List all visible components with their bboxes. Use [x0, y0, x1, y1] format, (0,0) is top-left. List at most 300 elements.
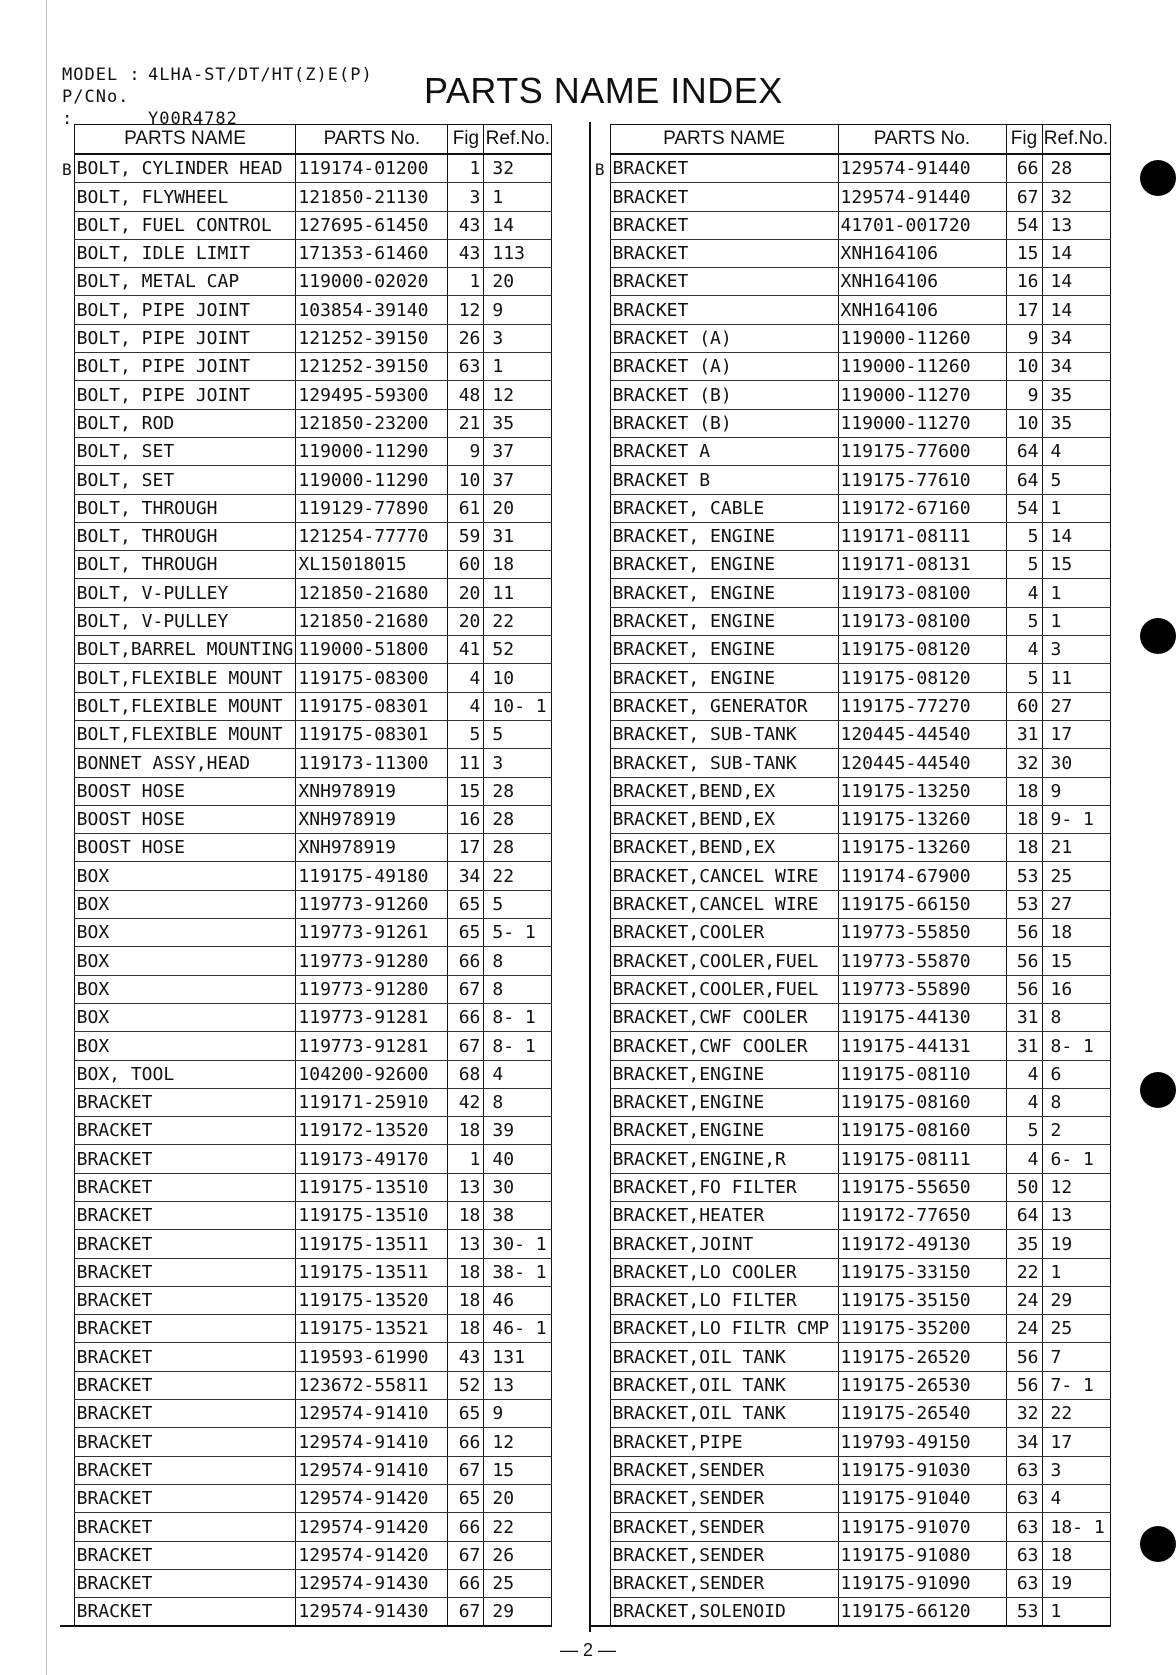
table-row — [590, 1484, 1110, 1512]
part-name: BRACKET, ENGINE — [610, 551, 838, 579]
fig-number: 53 — [1006, 890, 1042, 918]
fig-number: 61 — [448, 494, 484, 522]
section-letter — [590, 720, 610, 748]
part-name: BRACKET — [74, 1400, 296, 1428]
table-header-row — [590, 125, 1110, 155]
fig-number: 31 — [1006, 1003, 1042, 1031]
part-number: 121252-39150 — [296, 353, 448, 381]
part-number: 119172-49130 — [838, 1230, 1006, 1258]
table-row — [590, 1456, 1110, 1484]
ref-number: 40 — [484, 1145, 552, 1173]
fig-number: 5 — [448, 720, 484, 748]
ref-number: 17 — [1042, 720, 1110, 748]
part-name: BRACKET — [74, 1145, 296, 1173]
part-name: BRACKET — [74, 1569, 296, 1597]
table-row — [590, 1088, 1110, 1116]
table-row — [590, 692, 1110, 720]
fig-number: 66 — [448, 1513, 484, 1541]
fig-number: 18 — [448, 1315, 484, 1343]
part-name: BRACKET,FO FILTER — [610, 1173, 838, 1201]
section-letter — [60, 1145, 74, 1173]
ref-number: 5 — [484, 720, 552, 748]
part-number: 119793-49150 — [838, 1428, 1006, 1456]
model-value: 4LHA-ST/DT/HT(Z)E(P) — [148, 65, 373, 85]
ref-number: 34 — [1042, 324, 1110, 352]
section-letter — [590, 1513, 610, 1541]
ref-number: 39 — [484, 1117, 552, 1145]
fig-number: 32 — [1006, 749, 1042, 777]
section-letter — [590, 1032, 610, 1060]
part-name: BRACKET — [74, 1541, 296, 1569]
section-letter — [590, 636, 610, 664]
part-name: BOOST HOSE — [74, 834, 296, 862]
section-letter — [590, 975, 610, 1003]
binding-margin-line — [46, 0, 47, 1675]
table-header-row — [60, 125, 552, 155]
part-number: 119175-13260 — [838, 805, 1006, 833]
ref-number: 20 — [484, 494, 552, 522]
part-number: 119000-11290 — [296, 466, 448, 494]
part-number: 119175-26520 — [838, 1343, 1006, 1371]
table-row — [590, 437, 1110, 465]
table-row — [590, 522, 1110, 550]
table-row — [60, 890, 552, 918]
fig-number: 26 — [448, 324, 484, 352]
table-row — [60, 607, 552, 635]
section-letter — [590, 947, 610, 975]
ref-number: 7 — [1042, 1343, 1110, 1371]
part-number: 121254-77770 — [296, 522, 448, 550]
fig-number: 4 — [1006, 1145, 1042, 1173]
parts-table-left — [60, 124, 552, 1627]
table-row — [60, 1117, 552, 1145]
fig-number: 20 — [448, 607, 484, 635]
col-parts-name: PARTS NAME — [74, 125, 296, 155]
table-row — [590, 409, 1110, 437]
fig-number: 13 — [448, 1173, 484, 1201]
part-name: BRACKET,ENGINE — [610, 1117, 838, 1145]
part-number: XNH164106 — [838, 296, 1006, 324]
part-number: 121252-39150 — [296, 324, 448, 352]
part-number: XNH164106 — [838, 268, 1006, 296]
fig-number: 5 — [1006, 607, 1042, 635]
table-row — [60, 1343, 552, 1371]
table-row — [590, 183, 1110, 211]
ref-number: 15 — [484, 1456, 552, 1484]
part-number: 119175-66150 — [838, 890, 1006, 918]
section-letter — [60, 636, 74, 664]
fig-number: 67 — [1006, 183, 1042, 211]
section-letter — [60, 1513, 74, 1541]
fig-number: 12 — [448, 296, 484, 324]
fig-number: 11 — [448, 749, 484, 777]
table-row — [60, 1598, 552, 1627]
fig-number: 18 — [448, 1286, 484, 1314]
section-letter — [590, 1315, 610, 1343]
part-name: BOLT, THROUGH — [74, 522, 296, 550]
part-number: 119593-61990 — [296, 1343, 448, 1371]
section-letter — [60, 975, 74, 1003]
table-row — [60, 862, 552, 890]
table-row — [60, 834, 552, 862]
ref-number: 37 — [484, 437, 552, 465]
fig-number: 10 — [1006, 353, 1042, 381]
table-row — [60, 1201, 552, 1229]
fig-number: 5 — [1006, 551, 1042, 579]
fig-number: 63 — [1006, 1541, 1042, 1569]
part-name: BRACKET, CABLE — [610, 494, 838, 522]
section-letter — [60, 1371, 74, 1399]
ref-number: 27 — [1042, 890, 1110, 918]
section-letter — [590, 579, 610, 607]
part-name: BRACKET,SENDER — [610, 1569, 838, 1597]
part-number: 119172-67160 — [838, 494, 1006, 522]
table-row — [60, 1484, 552, 1512]
ref-number: 2 — [1042, 1117, 1110, 1145]
part-name: BRACKET,SENDER — [610, 1513, 838, 1541]
part-number: 171353-61460 — [296, 239, 448, 267]
part-name: BOLT,FLEXIBLE MOUNT — [74, 664, 296, 692]
part-number: 119175-08160 — [838, 1088, 1006, 1116]
part-name: BRACKET,COOLER — [610, 919, 838, 947]
section-letter — [590, 551, 610, 579]
section-letter — [590, 466, 610, 494]
section-letter — [590, 1201, 610, 1229]
section-letter — [590, 1456, 610, 1484]
part-name: BRACKET — [74, 1598, 296, 1627]
ref-number: 11 — [484, 579, 552, 607]
part-number: 119773-91280 — [296, 947, 448, 975]
part-number: 129574-91420 — [296, 1541, 448, 1569]
table-row — [60, 1400, 552, 1428]
ref-number: 9 — [484, 296, 552, 324]
part-name: BOLT, SET — [74, 466, 296, 494]
fig-number: 68 — [448, 1060, 484, 1088]
fig-number: 20 — [448, 579, 484, 607]
ref-number: 14 — [1042, 296, 1110, 324]
table-row — [590, 381, 1110, 409]
part-name: BOLT, PIPE JOINT — [74, 296, 296, 324]
ref-number: 22 — [484, 1513, 552, 1541]
ref-number: 26 — [484, 1541, 552, 1569]
part-number: 119173-11300 — [296, 749, 448, 777]
ref-number: 9 — [484, 1400, 552, 1428]
table-row — [590, 579, 1110, 607]
part-name: BRACKET — [74, 1258, 296, 1286]
part-name: BRACKET,SOLENOID — [610, 1598, 838, 1627]
table-row — [60, 1145, 552, 1173]
section-letter — [60, 1541, 74, 1569]
part-name: BOLT, CYLINDER HEAD — [74, 154, 296, 183]
fig-number: 56 — [1006, 975, 1042, 1003]
table-row — [590, 466, 1110, 494]
table-row — [60, 975, 552, 1003]
section-letter — [60, 777, 74, 805]
table-row — [590, 268, 1110, 296]
fig-number: 66 — [448, 947, 484, 975]
part-name: BRACKET,CANCEL WIRE — [610, 890, 838, 918]
fig-number: 17 — [448, 834, 484, 862]
part-number: 119175-08301 — [296, 692, 448, 720]
ref-number: 28 — [1042, 154, 1110, 183]
ref-number: 1 — [1042, 1258, 1110, 1286]
part-number: 119175-77270 — [838, 692, 1006, 720]
fig-number: 4 — [1006, 636, 1042, 664]
part-name: BRACKET,SENDER — [610, 1456, 838, 1484]
section-letter — [60, 466, 74, 494]
table-row — [590, 1258, 1110, 1286]
part-name: BRACKET,PIPE — [610, 1428, 838, 1456]
part-name: BOX — [74, 947, 296, 975]
ref-number: 113 — [484, 239, 552, 267]
table-row — [590, 805, 1110, 833]
section-letter — [60, 1201, 74, 1229]
fig-number: 9 — [1006, 381, 1042, 409]
part-name: BRACKET,LO COOLER — [610, 1258, 838, 1286]
part-number: 119171-08111 — [838, 522, 1006, 550]
section-letter — [590, 1258, 610, 1286]
fig-number: 4 — [448, 664, 484, 692]
table-row — [60, 437, 552, 465]
part-number: 129574-91430 — [296, 1598, 448, 1627]
ref-number: 22 — [1042, 1400, 1110, 1428]
section-letter — [590, 607, 610, 635]
table-row — [590, 324, 1110, 352]
part-number: 119174-67900 — [838, 862, 1006, 890]
part-name: BRACKET,HEATER — [610, 1201, 838, 1229]
table-row — [60, 1541, 552, 1569]
section-letter — [590, 522, 610, 550]
section-mark-header — [590, 125, 610, 155]
ref-number: 13 — [484, 1371, 552, 1399]
part-name: BRACKET — [610, 268, 838, 296]
part-name: BRACKET — [74, 1484, 296, 1512]
section-letter — [60, 1258, 74, 1286]
part-number: 119175-77610 — [838, 466, 1006, 494]
section-letter — [590, 1003, 610, 1031]
table-row — [590, 890, 1110, 918]
section-letter — [60, 919, 74, 947]
part-name: BOLT, METAL CAP — [74, 268, 296, 296]
binder-hole — [1140, 1526, 1176, 1562]
part-number: 119175-08301 — [296, 720, 448, 748]
parts-table-right — [590, 124, 1111, 1627]
section-letter — [60, 1117, 74, 1145]
part-number: 129574-91410 — [296, 1428, 448, 1456]
section-letter — [60, 1286, 74, 1314]
part-name: BRACKET,LO FILTR CMP — [610, 1315, 838, 1343]
part-name: BRACKET, SUB-TANK — [610, 720, 838, 748]
fig-number: 24 — [1006, 1286, 1042, 1314]
ref-number: 35 — [484, 409, 552, 437]
part-name: BOLT,FLEXIBLE MOUNT — [74, 720, 296, 748]
ref-number: 25 — [484, 1569, 552, 1597]
ref-number: 22 — [484, 607, 552, 635]
col-parts-no: PARTS No. — [296, 125, 448, 155]
part-name: BRACKET — [74, 1286, 296, 1314]
fig-number: 52 — [448, 1371, 484, 1399]
section-letter — [60, 239, 74, 267]
table-row — [590, 1117, 1110, 1145]
table-row — [590, 296, 1110, 324]
fig-number: 4 — [1006, 579, 1042, 607]
ref-number: 8 — [484, 975, 552, 1003]
part-name: BOLT, FLYWHEEL — [74, 183, 296, 211]
fig-number: 67 — [448, 1598, 484, 1627]
part-name: BRACKET (B) — [610, 381, 838, 409]
section-letter — [590, 834, 610, 862]
ref-number: 1 — [1042, 607, 1110, 635]
ref-number: 20 — [484, 1484, 552, 1512]
table-row — [590, 1428, 1110, 1456]
part-number: 119000-11260 — [838, 353, 1006, 381]
ref-number: 12 — [484, 381, 552, 409]
section-letter — [60, 1088, 74, 1116]
part-number: 129574-91410 — [296, 1400, 448, 1428]
table-row — [60, 324, 552, 352]
table-row — [60, 749, 552, 777]
section-letter — [60, 579, 74, 607]
fig-number: 18 — [448, 1201, 484, 1229]
table-row — [60, 522, 552, 550]
table-row — [60, 1088, 552, 1116]
table-row — [60, 692, 552, 720]
section-letter — [60, 353, 74, 381]
section-letter — [60, 1230, 74, 1258]
ref-number: 27 — [1042, 692, 1110, 720]
table-row — [590, 947, 1110, 975]
part-number: 129495-59300 — [296, 381, 448, 409]
fig-number: 63 — [1006, 1513, 1042, 1541]
section-letter — [590, 494, 610, 522]
section-letter — [60, 494, 74, 522]
table-row — [60, 551, 552, 579]
fig-number: 41 — [448, 636, 484, 664]
table-row — [60, 1258, 552, 1286]
section-letter — [60, 1569, 74, 1597]
fig-number: 63 — [1006, 1569, 1042, 1597]
table-row — [590, 975, 1110, 1003]
part-number: 119175-91070 — [838, 1513, 1006, 1541]
table-row — [60, 1513, 552, 1541]
table-row — [590, 1541, 1110, 1569]
part-number: 119773-55850 — [838, 919, 1006, 947]
table-row — [60, 579, 552, 607]
section-letter — [590, 1428, 610, 1456]
ref-number: 12 — [484, 1428, 552, 1456]
ref-number: 30 — [484, 1173, 552, 1201]
part-number: 119773-91281 — [296, 1032, 448, 1060]
ref-number: 5 — [484, 890, 552, 918]
part-name: BRACKET — [74, 1315, 296, 1343]
fig-number: 48 — [448, 381, 484, 409]
part-number: 119172-13520 — [296, 1117, 448, 1145]
section-letter — [60, 522, 74, 550]
table-row — [590, 919, 1110, 947]
part-name: BRACKET,OIL TANK — [610, 1371, 838, 1399]
fig-number: 66 — [448, 1569, 484, 1597]
part-number: 119175-26530 — [838, 1371, 1006, 1399]
section-letter — [60, 211, 74, 239]
part-name: BRACKET,ENGINE,R — [610, 1145, 838, 1173]
table-row — [60, 1173, 552, 1201]
section-mark-header — [60, 125, 74, 155]
fig-number: 5 — [1006, 664, 1042, 692]
table-row — [590, 1315, 1110, 1343]
part-name: BRACKET,COOLER,FUEL — [610, 947, 838, 975]
section-letter — [60, 1315, 74, 1343]
table-row — [590, 1173, 1110, 1201]
fig-number: 63 — [448, 353, 484, 381]
fig-number: 16 — [1006, 268, 1042, 296]
part-number: 119175-91040 — [838, 1484, 1006, 1512]
table-row — [60, 720, 552, 748]
section-letter — [60, 890, 74, 918]
section-letter — [60, 805, 74, 833]
part-number: 119129-77890 — [296, 494, 448, 522]
fig-number: 16 — [448, 805, 484, 833]
part-number: 119175-91030 — [838, 1456, 1006, 1484]
ref-number: 37 — [484, 466, 552, 494]
part-number: 119175-13511 — [296, 1230, 448, 1258]
part-name: BOLT, ROD — [74, 409, 296, 437]
part-name: BRACKET (A) — [610, 353, 838, 381]
section-letter — [590, 1598, 610, 1627]
part-name: BRACKET (B) — [610, 409, 838, 437]
part-name: BOLT, THROUGH — [74, 551, 296, 579]
fig-number: 31 — [1006, 720, 1042, 748]
part-name: BRACKET — [610, 183, 838, 211]
ref-number: 28 — [484, 805, 552, 833]
section-letter — [590, 1060, 610, 1088]
section-letter — [60, 834, 74, 862]
fig-number: 5 — [1006, 1117, 1042, 1145]
part-number: 119000-11270 — [838, 409, 1006, 437]
fig-number: 54 — [1006, 494, 1042, 522]
fig-number: 34 — [448, 862, 484, 890]
table-row — [60, 1456, 552, 1484]
section-letter: B — [62, 159, 72, 179]
section-letter — [590, 1173, 610, 1201]
fig-number: 56 — [1006, 919, 1042, 947]
part-name: BRACKET,SENDER — [610, 1541, 838, 1569]
ref-number: 4 — [1042, 1484, 1110, 1512]
fig-number: 31 — [1006, 1032, 1042, 1060]
parts-table-right-body — [590, 154, 1110, 1626]
table-row — [590, 1145, 1110, 1173]
section-letter — [60, 437, 74, 465]
ref-number: 14 — [1042, 522, 1110, 550]
col-fig: Fig — [1006, 125, 1042, 155]
part-number: 119175-08300 — [296, 664, 448, 692]
part-name: BRACKET,OIL TANK — [610, 1400, 838, 1428]
table-row — [60, 211, 552, 239]
parts-table-left-body — [60, 154, 552, 1626]
part-number: 119175-08160 — [838, 1117, 1006, 1145]
fig-number: 1 — [448, 1145, 484, 1173]
ref-number: 7- 1 — [1042, 1371, 1110, 1399]
part-name: BOLT, THROUGH — [74, 494, 296, 522]
ref-number: 10- 1 — [484, 692, 552, 720]
section-letter — [60, 1343, 74, 1371]
section-letter — [60, 1060, 74, 1088]
part-name: BOLT, V-PULLEY — [74, 579, 296, 607]
section-letter — [590, 1145, 610, 1173]
section-letter — [590, 353, 610, 381]
table-row — [60, 154, 552, 183]
part-number: 119175-13511 — [296, 1258, 448, 1286]
fig-number: 56 — [1006, 1343, 1042, 1371]
